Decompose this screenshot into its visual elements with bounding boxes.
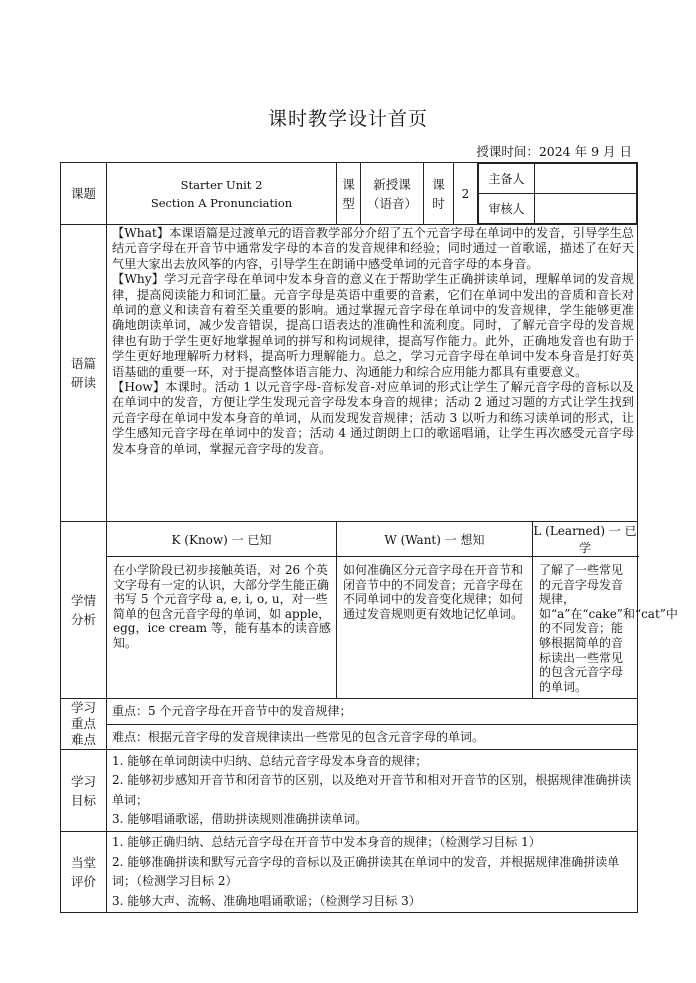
- objectives-label: 学习 目标: [61, 750, 107, 832]
- objective-item: 1. 能够在单词朗读中归纳、总结元音字母发本身音的规律；: [112, 753, 428, 768]
- evaluation-label: 当堂 评价: [61, 832, 107, 913]
- why-paragraph: 【Why】学习元音字母在单词中发本身音的意义在于帮助学生正确拼读单词，理解单词的发音规律，提高阅读能力和词汇量。元音字母是英语中重要的音素，它们在单词中发出的音质和音长对单词的意义和读音有着至关重要的影响。通过掌握元音字母在单词中的发音规律，学生能够更准确地朗读单词，减少发音错误，提高口语表达的准确性和流利度。同时，了解元音字母的发音规律也有助于学生更好地掌握单词的拼写和构词规律，提高写作能力。此外，正确地发音也有助于学生更好地理解听力材料，提高听力理解能力。总之，学习元音字母在单词中发本身音是打好英语基础的重要一环，对于提高整体语言能力、沟通能力和综合应用能力都具有重要意义。: [112, 272, 634, 379]
- kwl-learned-text: 了解了一些常见的元音字母发音规律，如“a”在“cake”和“cat”中的不同发音；能够根据简单的音标读出一些常见的包含元音字母的单词。: [533, 557, 638, 699]
- staff-cell: [478, 163, 638, 225]
- objective-item: 2. 能够初步感知开音节和闭音节的区别，以及绝对开音节和相对开音节的区别，根据规律准确拼读单词；: [112, 773, 632, 807]
- kwl-want-text: 如何准确区分元音字母在开音节和闭音节中的不同发音；元音字母在不同单词中的发音变化规律；如何通过发音规则更有效地记忆单词。: [337, 557, 533, 699]
- reviewer-value: [535, 194, 637, 224]
- reviewer-label: 审核人: [479, 194, 535, 224]
- what-paragraph: 【What】本课语篇是过渡单元的语音教学部分介绍了五个元音字母在单词中的发音，引导学生总结元音字母在开音节中通常发字母的本音的发音规律和经验；同时通过一首歌谣，描述了在好天气里大家出去放风筝的内容，引导学生在朗诵中感受单词的元音字母的本身音。: [112, 226, 634, 271]
- kwl-want-header: W (Want) 一 想知: [337, 522, 533, 557]
- key-point-text: 重点：5 个元音字母在开音节中的发音规律；: [107, 699, 638, 725]
- hours-label: 课 时: [424, 163, 454, 225]
- hours-value: 2: [454, 163, 478, 225]
- text-reading-row: [61, 225, 638, 522]
- unit-name: Starter Unit 2: [180, 177, 263, 192]
- key-point-row: [61, 699, 638, 725]
- kwl-content-row: [61, 557, 638, 699]
- topic-label: 课题: [61, 163, 107, 225]
- difficulty-text: 难点：根据元音字母的发音规律读出一些常见的包含元音字母的单词。: [107, 725, 638, 750]
- evaluation-item: 2. 能够准确拼读和默写元音字母的音标以及正确拼读其在单词中的发音，并根据规律准确拼读单词；（检测学习目标 2）: [112, 854, 620, 889]
- how-paragraph: 【How】本课时。活动 1 以元音字母-音标发音-对应单词的形式让学生了解元音字母的音标以及在单词中的发音，方便让学生发现元音字母发本身音的规律；活动 2 通过习题的方式让学生找到元音字母在单词中发本身音的单词，从而发现发音规律；活动 3 以听力和练习读单词的形式，让学生感知元音字母在单词中的发音；活动 4 通过朗朗上口的歌谣唱诵，让学生再次感受元音字母发本身音的单词，掌握元音字母的发音。: [112, 380, 634, 456]
- objectives-list: [107, 750, 638, 832]
- text-reading-label: 语篇 研读: [61, 225, 107, 522]
- difficulty-row: [61, 725, 638, 750]
- evaluation-item: 1. 能够正确归纳、总结元音字母在开音节中发本身音的规律；（检测学习目标 1）: [112, 835, 541, 850]
- lesson-design-table: [60, 162, 678, 913]
- kwl-header-row: [61, 522, 638, 557]
- objective-item: 3. 能够唱诵歌谣，借助拼读规则准确拼读单词。: [112, 812, 368, 827]
- lesson-type-label: 课 型: [337, 163, 361, 225]
- lesson-type-value: 新授课 （语音）: [361, 163, 424, 225]
- evaluation-row: [61, 832, 638, 913]
- objectives-row: [61, 750, 638, 832]
- section-name: Section A Pronunciation: [150, 195, 293, 210]
- kwl-know-text: 在小学阶段已初步接触英语，对 26 个英文字母有一定的认识，大部分学生能正确书写 5 个元音字母 a, e, i, o, u，对一些简单的包含元音字母的单词，如 apple，egg，ice cream 等，能有基本的读音感知。: [107, 557, 337, 699]
- evaluation-item: 3. 能够大声、流畅、准确地唱诵歌谣；（检测学习目标 3）: [112, 893, 421, 908]
- key-points-label: 学习 重点 难点: [61, 699, 107, 750]
- unit-title: [107, 163, 337, 225]
- page-title: 课时教学设计首页: [267, 108, 428, 130]
- kwl-learned-header: L (Learned) 一 已学: [533, 522, 638, 557]
- learner-analysis-label: 学情 分析: [61, 522, 107, 699]
- text-reading-content: [107, 225, 638, 522]
- preparer-label: 主备人: [479, 164, 535, 194]
- preparer-value: [535, 164, 637, 194]
- evaluation-list: [107, 832, 638, 913]
- kwl-know-header: K (Know) 一 已知: [107, 522, 337, 557]
- lesson-date: 授课时间：2024 年 9 月 日: [476, 144, 632, 159]
- header-row: [61, 163, 638, 225]
